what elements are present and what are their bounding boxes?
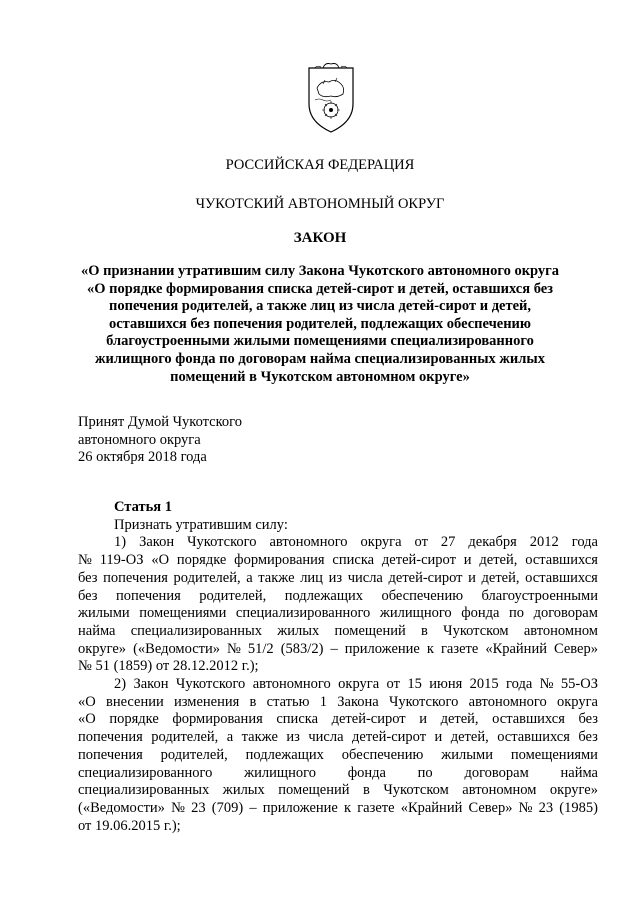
- header-region: ЧУКОТСКИЙ АВТОНОМНЫЙ ОКРУГ: [195, 196, 445, 212]
- word: округа: [556, 693, 598, 710]
- word: подлежащих: [284, 587, 363, 604]
- word: из: [286, 729, 300, 746]
- word: родителей,: [160, 746, 228, 763]
- word: («Ведомости»: [133, 640, 220, 657]
- word: оставшихся: [492, 711, 565, 728]
- word: 27: [440, 534, 456, 551]
- word: Чукотском: [443, 622, 509, 639]
- word: от: [386, 676, 400, 693]
- word: автономном: [462, 782, 537, 799]
- word: Чукотского: [175, 676, 246, 693]
- law-title-line: помещений в Чукотском автономном округе»: [170, 368, 470, 385]
- word: попечения: [78, 729, 143, 746]
- word: фонда: [461, 605, 500, 622]
- paragraph-line: [78, 694, 598, 712]
- word: №: [539, 676, 554, 693]
- word: декабря: [468, 534, 517, 551]
- word: и: [419, 711, 427, 728]
- paragraph-line: [78, 782, 598, 800]
- word: попечения: [78, 746, 143, 763]
- paragraph-line: [78, 729, 598, 747]
- law-title: [80, 263, 560, 386]
- paragraph-line: [78, 800, 598, 818]
- word: детей-сирот: [388, 569, 463, 586]
- word: числа: [347, 569, 383, 586]
- word: №: [171, 799, 185, 816]
- word: и: [434, 729, 443, 746]
- word: 51/2: [247, 640, 274, 657]
- word: округе»: [78, 640, 127, 657]
- word: газете: [357, 799, 395, 816]
- word: 23: [538, 799, 554, 816]
- word: помещений: [278, 782, 350, 799]
- article-intro: Признать утратившим силу:: [114, 516, 288, 533]
- word: Север»: [468, 799, 513, 816]
- word: оставшихся: [497, 729, 570, 746]
- word: 15: [407, 676, 422, 693]
- word: специализированных: [78, 782, 210, 799]
- adoption-date: 26 октября 2018 года: [78, 449, 207, 466]
- word: в: [421, 622, 428, 639]
- word: жилищного: [379, 605, 452, 622]
- paragraph-line: [78, 641, 598, 659]
- word: числа: [308, 729, 344, 746]
- word: автономном: [523, 622, 598, 639]
- paragraph-line: [78, 747, 598, 765]
- word: подлежащих: [245, 746, 324, 763]
- word: а: [246, 569, 253, 586]
- word: детей-сирот: [352, 729, 427, 746]
- adoption-line: автономного округа: [78, 431, 201, 448]
- word: №: [78, 552, 92, 569]
- word: –: [330, 640, 338, 657]
- word: (1985): [559, 799, 598, 816]
- word: «Крайний: [485, 640, 547, 657]
- law-title-line: жилищного фонда по договорам найма специализированных жилых: [95, 350, 545, 367]
- word: Закон: [133, 676, 169, 693]
- word: статью: [266, 693, 310, 710]
- paragraph-line: [78, 605, 598, 623]
- paragraph-line: [78, 711, 598, 729]
- word: округа: [360, 534, 402, 551]
- word: родителей,: [151, 729, 219, 746]
- paragraph-line: [78, 552, 598, 570]
- word: обеспечению: [341, 746, 424, 763]
- paragraph-line: [78, 765, 598, 783]
- word: найма: [560, 764, 598, 781]
- law-title-line: «О признании утратившим силу Закона Чукотского автономного округа: [80, 263, 560, 279]
- word: года: [506, 676, 533, 693]
- word: оставшихся: [525, 569, 598, 586]
- word: (583/2): [280, 640, 324, 657]
- header-country: РОССИЙСКАЯ ФЕДЕРАЦИЯ: [225, 157, 415, 173]
- word: Чукотского: [187, 534, 257, 551]
- word: списка: [332, 552, 375, 569]
- word: года: [571, 534, 598, 551]
- word: 1): [114, 534, 127, 551]
- article-item-1: [78, 534, 598, 676]
- word: фонда: [347, 764, 386, 781]
- word: к: [344, 799, 352, 816]
- word: «Крайний: [400, 799, 463, 816]
- word: 119-ОЗ: [99, 552, 144, 569]
- word: 2012: [529, 534, 559, 551]
- word: в: [363, 782, 370, 799]
- word: жилыми: [441, 746, 493, 763]
- word: жилыми: [78, 605, 130, 622]
- word: обеспечению: [381, 587, 464, 604]
- article-item-2: [78, 676, 598, 835]
- word: без: [78, 569, 98, 586]
- word: родителей,: [199, 587, 267, 604]
- law-title-line: оставшихся без попечения родителей, подлежащих обеспечению: [108, 315, 531, 332]
- word: 2015: [469, 676, 499, 693]
- paragraph-line: [78, 570, 598, 588]
- word: также: [241, 729, 278, 746]
- word: жилых: [277, 622, 320, 639]
- word: по: [417, 764, 433, 781]
- word: –: [249, 799, 257, 816]
- word: специализированного: [78, 764, 213, 781]
- word: детей-сирот: [381, 552, 456, 569]
- word: договорам: [464, 764, 529, 781]
- article-heading: Статья 1: [114, 499, 172, 515]
- word: найма: [78, 622, 116, 639]
- word: родителей,: [173, 569, 241, 586]
- word: Чукотском: [383, 782, 449, 799]
- word: детей-сирот: [331, 711, 406, 728]
- word: 2): [114, 676, 127, 693]
- word: приложение: [344, 640, 420, 657]
- article-1: [78, 499, 598, 835]
- word: помещений: [334, 622, 406, 639]
- word: договорам: [533, 605, 598, 622]
- paragraph-line: [78, 534, 598, 552]
- paragraph-last-line: от 19.06.2015 г.);: [78, 817, 181, 834]
- word: специализированных: [130, 622, 263, 639]
- word: жилых: [222, 782, 265, 799]
- word: автономного: [269, 534, 348, 551]
- word: детей,: [450, 729, 489, 746]
- word: детей,: [479, 552, 518, 569]
- law-title-line: благоустроенными жилыми помещениями специализированного: [106, 333, 534, 350]
- word: Север»: [554, 640, 598, 657]
- word: к: [426, 640, 434, 657]
- word: и: [463, 552, 472, 569]
- word: порядке: [109, 711, 159, 728]
- word: благоустроенными: [481, 587, 598, 604]
- word: «О: [78, 693, 96, 710]
- law-title-line: попечения родителей, а также лиц из числа детей-сирот и детей,: [108, 298, 532, 315]
- document-type: ЗАКОН: [293, 230, 347, 246]
- word: автономного: [468, 693, 547, 710]
- word: жилищного: [244, 764, 316, 781]
- word: лиц: [300, 569, 323, 586]
- word: по: [509, 605, 525, 622]
- word: «О: [151, 552, 170, 569]
- word: порядке: [176, 552, 227, 569]
- paragraph-line: [78, 588, 598, 606]
- word: специализированного: [235, 605, 371, 622]
- word: формирования: [234, 552, 325, 569]
- word: попечения: [115, 587, 181, 604]
- word: изменения: [174, 693, 240, 710]
- word: без: [78, 587, 98, 604]
- word: июня: [429, 676, 463, 693]
- word: Закона: [337, 693, 379, 710]
- word: автономного: [252, 676, 331, 693]
- word: детей,: [481, 569, 520, 586]
- word: 55-ОЗ: [560, 676, 598, 693]
- word: в: [249, 693, 257, 710]
- word: помещениями: [139, 605, 227, 622]
- paragraph-last-line: № 51 (1859) от 28.12.2012 г.);: [78, 658, 259, 675]
- word: («Ведомости»: [78, 799, 165, 816]
- coat-of-arms-icon: [301, 58, 361, 138]
- word: округа: [338, 676, 380, 693]
- word: газете: [440, 640, 479, 657]
- word: а: [226, 729, 234, 746]
- word: без: [578, 711, 598, 728]
- law-title-line: «О порядке формирования списка детей-сирот и детей, оставшихся без: [86, 280, 554, 297]
- adoption-info: [78, 414, 242, 467]
- word: оставшихся: [525, 552, 598, 569]
- word: приложение: [262, 799, 338, 816]
- word: Закон: [139, 534, 175, 551]
- word: также: [258, 569, 295, 586]
- word: 1: [319, 693, 327, 710]
- word: 23: [191, 799, 206, 816]
- word: (709): [211, 799, 244, 816]
- word: от: [414, 534, 428, 551]
- word: №: [227, 640, 241, 657]
- word: из: [328, 569, 343, 586]
- word: внесении: [106, 693, 164, 710]
- paragraph-line: [78, 676, 598, 694]
- word: без: [578, 729, 598, 746]
- word: и: [468, 569, 476, 586]
- word: списка: [276, 711, 319, 728]
- paragraph-line: [78, 623, 598, 641]
- word: округе»: [549, 782, 598, 799]
- word: попечения: [103, 569, 168, 586]
- word: №: [518, 799, 533, 816]
- word: помещениями: [510, 746, 598, 763]
- adoption-line: Принят Думой Чукотского: [78, 414, 243, 430]
- word: Чукотского: [388, 693, 459, 710]
- word: детей,: [440, 711, 479, 728]
- word: «О: [78, 711, 96, 728]
- word: формирования: [172, 711, 263, 728]
